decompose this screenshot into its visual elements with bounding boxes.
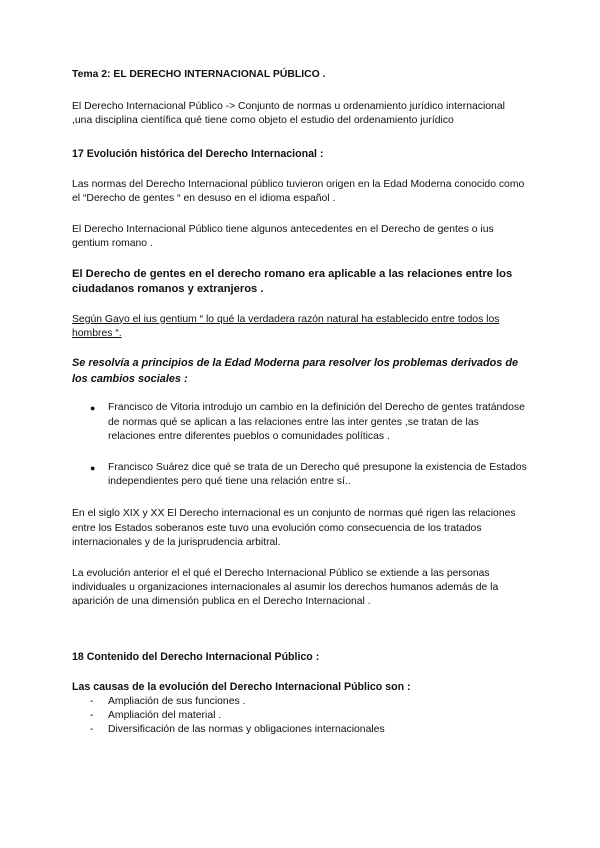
section-17-paragraph-2: El Derecho Internacional Público tiene algunos antecedentes en el Derecho de gentes o ius gentium romano . [72,224,494,250]
ius-gentium-bold-paragraph: El Derecho de gentes en el derecho romano era aplicable a las relaciones entre los ciudadanos romanos y extranjeros . [72,267,513,296]
bullet-item-suarez [72,461,527,489]
document-title: Tema 2: EL DERECHO INTERNACIONAL PÚBLICO . [72,69,326,80]
bullet-text: Francisco Suárez dice qué se trata de un Derecho qué presupone la existencia de Estados independientes pero qué tiene una relación entre sí.. [108,462,527,488]
bullet-text: Francisco de Vitoria introdujo un cambio en la definición del Derecho de gentes tratándose de normas qué se aplican a las relaciones entre las inter gentes ,se tratan de las relaciones entre diferentes pueblos o comunidades políticas . [108,402,525,442]
document-page [72,68,527,738]
list-item [72,709,527,723]
section-17-paragraph-3: En el siglo XIX y XX El Derecho internacional es un conjunto de normas qué rigen las relaciones entre los Estados soberanos este tuvo una evolución como consecuencia de los tratados internacionales y de la jurisprudencia arbitral. [72,508,516,548]
bullet-item-vitoria [72,401,527,444]
bullet-icon: ● [90,403,96,414]
section-17-paragraph-4: La evolución anterior el el qué el Derecho Internacional Público se extiende a las personas individuales u organizaciones internacionales al asumir los derechos humanos además de la aparición de una dimensión publica en el Derecho Internacional . [72,568,499,608]
causes-dash-list [72,695,527,738]
intro-paragraph: El Derecho Internacional Público -> Conjunto de normas u ordenamiento jurídico internacional ,una disciplina científica qué tiene como objeto el estudio del ordenamiento jurídico [72,101,505,127]
section-17-heading: 17 Evolución histórica del Derecho Internacional : [72,147,324,160]
list-item-text: Ampliación de sus funciones . [108,696,246,708]
section-17-paragraph-1: Las normas del Derecho Internacional público tuvieron origen en la Edad Moderna conocido como el “Derecho de gentes “ en desuso en el idioma español . [72,178,525,205]
list-item [72,695,527,709]
edad-moderna-italic-heading: Se resolvía a principios de la Edad Moderna para resolver los problemas derivados de los cambios sociales : [72,357,519,385]
list-item [72,723,527,737]
authors-bullet-list [72,401,527,489]
gayo-quote-paragraph: Según Gayo el ius gentium “ lo qué la verdadera razón natural ha establecido entre todos los hombres “. [72,313,500,340]
section-18-subheading: Las causas de la evolución del Derecho Internacional Público son : [72,680,411,693]
dash-icon: - [90,724,94,736]
dash-icon: - [90,696,94,708]
list-item-text: Diversificación de las normas y obligaciones internacionales [108,724,385,736]
bullet-icon: ● [90,463,96,474]
section-18-heading: 18 Contenido del Derecho Internacional Público : [72,650,320,663]
dash-icon: - [90,710,94,722]
list-item-text: Ampliación del material . [108,710,222,722]
